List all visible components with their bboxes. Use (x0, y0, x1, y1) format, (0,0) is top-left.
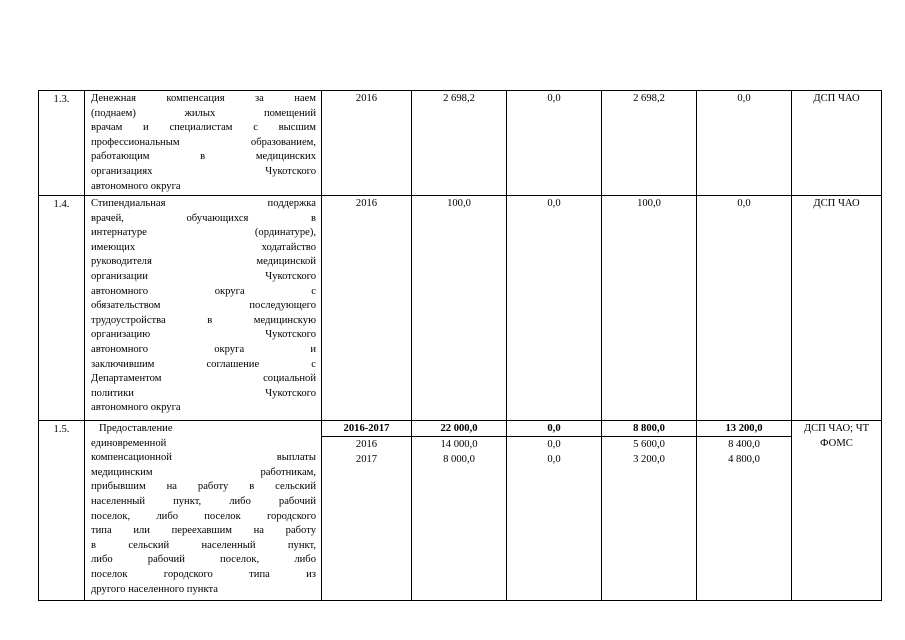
federal-value: 0,0 (547, 439, 561, 450)
table-row (39, 196, 882, 421)
federal-budget-cell (507, 421, 602, 601)
regional-budget-cell: 100,0 (602, 196, 697, 421)
desc-line: Стипендиальная поддержка (91, 198, 316, 209)
desc-line: заключившим соглашение с (91, 358, 316, 370)
desc-line: автономного округа с (91, 285, 316, 297)
desc-line: организацию Чукотского (91, 329, 316, 341)
regional-budget-cell: 2 698,2 (602, 91, 697, 196)
desc-line: обязательством последующего (91, 300, 316, 312)
desc-line: организации Чукотского (91, 270, 316, 282)
row-number: 1.5. (39, 421, 85, 601)
desc-line: Департаментом социальной (91, 373, 316, 385)
desc-line: политики Чукотского (91, 387, 316, 399)
year-cell: 2016 (322, 196, 412, 421)
total-value: 14 000,0 (440, 439, 478, 450)
other-sources-cell: 0,0 (697, 196, 792, 421)
other-sum: 13 200,0 (697, 421, 791, 437)
desc-line: поселок, либо поселок городского (91, 510, 316, 522)
desc-line: прибывшим на работу в сельский (91, 481, 316, 493)
year-cell (322, 421, 412, 601)
measure-description (85, 91, 322, 196)
row-number: 1.4. (39, 196, 85, 421)
federal-sum: 0,0 (507, 421, 601, 437)
table-row (39, 91, 882, 196)
year-value: 2017 (355, 454, 378, 465)
desc-line: организациях Чукотского (91, 165, 316, 177)
executor-cell: ДСП ЧАО (792, 91, 882, 196)
regional-sum: 8 800,0 (602, 421, 696, 437)
year-value: 2016 (355, 439, 378, 450)
other-sources-cell (697, 421, 792, 601)
desc-line: автономного округа и (91, 343, 316, 355)
regional-value: 5 600,0 (633, 439, 665, 450)
desc-line: Денежная компенсация за наем (91, 93, 316, 104)
table-row (39, 421, 882, 601)
total-value: 8 000,0 (443, 454, 475, 465)
regional-value: 3 200,0 (633, 454, 665, 465)
desc-line: медицинским работникам, (91, 466, 316, 478)
federal-budget-cell: 0,0 (507, 91, 602, 196)
total-cell (412, 421, 507, 601)
year-total: 2016-2017 (322, 421, 411, 437)
federal-value: 0,0 (547, 454, 561, 465)
desc-line: населенный пункт, либо рабочий (91, 495, 316, 507)
other-sources-cell: 0,0 (697, 91, 792, 196)
desc-line: типа или переехавшим на работу (91, 525, 316, 537)
program-table (38, 90, 882, 601)
other-value: 8 400,0 (728, 439, 760, 450)
desc-line: имеющих ходатайство (91, 241, 316, 253)
desc-line: врачам и специалистам с высшим (91, 122, 316, 134)
desc-line: интернатуре (ординатуре), (91, 227, 316, 239)
desc-line: поселок городского типа из (91, 568, 316, 580)
desc-line: Предоставление (99, 423, 173, 434)
executor-cell: ДСП ЧАО (792, 196, 882, 421)
desc-line: профессиональным образованием, (91, 136, 316, 148)
desc-line: трудоустройства в медицинскую (91, 314, 316, 326)
desc-line: другого населенного пункта (91, 583, 218, 595)
total-cell: 100,0 (412, 196, 507, 421)
desc-line: врачей, обучающихся в (91, 212, 316, 224)
regional-budget-cell (602, 421, 697, 601)
desc-line: компенсационной выплаты (91, 452, 316, 464)
executor-cell: ДСП ЧАО; ЧТ ФОМС (792, 421, 882, 601)
desc-line: в сельский населенный пункт, (91, 539, 316, 551)
total-sum: 22 000,0 (412, 421, 506, 437)
measure-description (85, 196, 322, 421)
desc-line: работающим в медицинских (91, 151, 316, 163)
measure-description (85, 421, 322, 601)
desc-line: единовременной (91, 437, 167, 449)
desc-line: (поднаем) жилых помещений (91, 107, 316, 119)
other-value: 4 800,0 (728, 454, 760, 465)
desc-line: руководителя медицинской (91, 256, 316, 268)
total-cell: 2 698,2 (412, 91, 507, 196)
desc-line: автономного округа (91, 180, 181, 192)
desc-line: автономного округа (91, 402, 181, 414)
desc-line: либо рабочий поселок, либо (91, 554, 316, 566)
year-cell: 2016 (322, 91, 412, 196)
federal-budget-cell: 0,0 (507, 196, 602, 421)
row-number: 1.3. (39, 91, 85, 196)
